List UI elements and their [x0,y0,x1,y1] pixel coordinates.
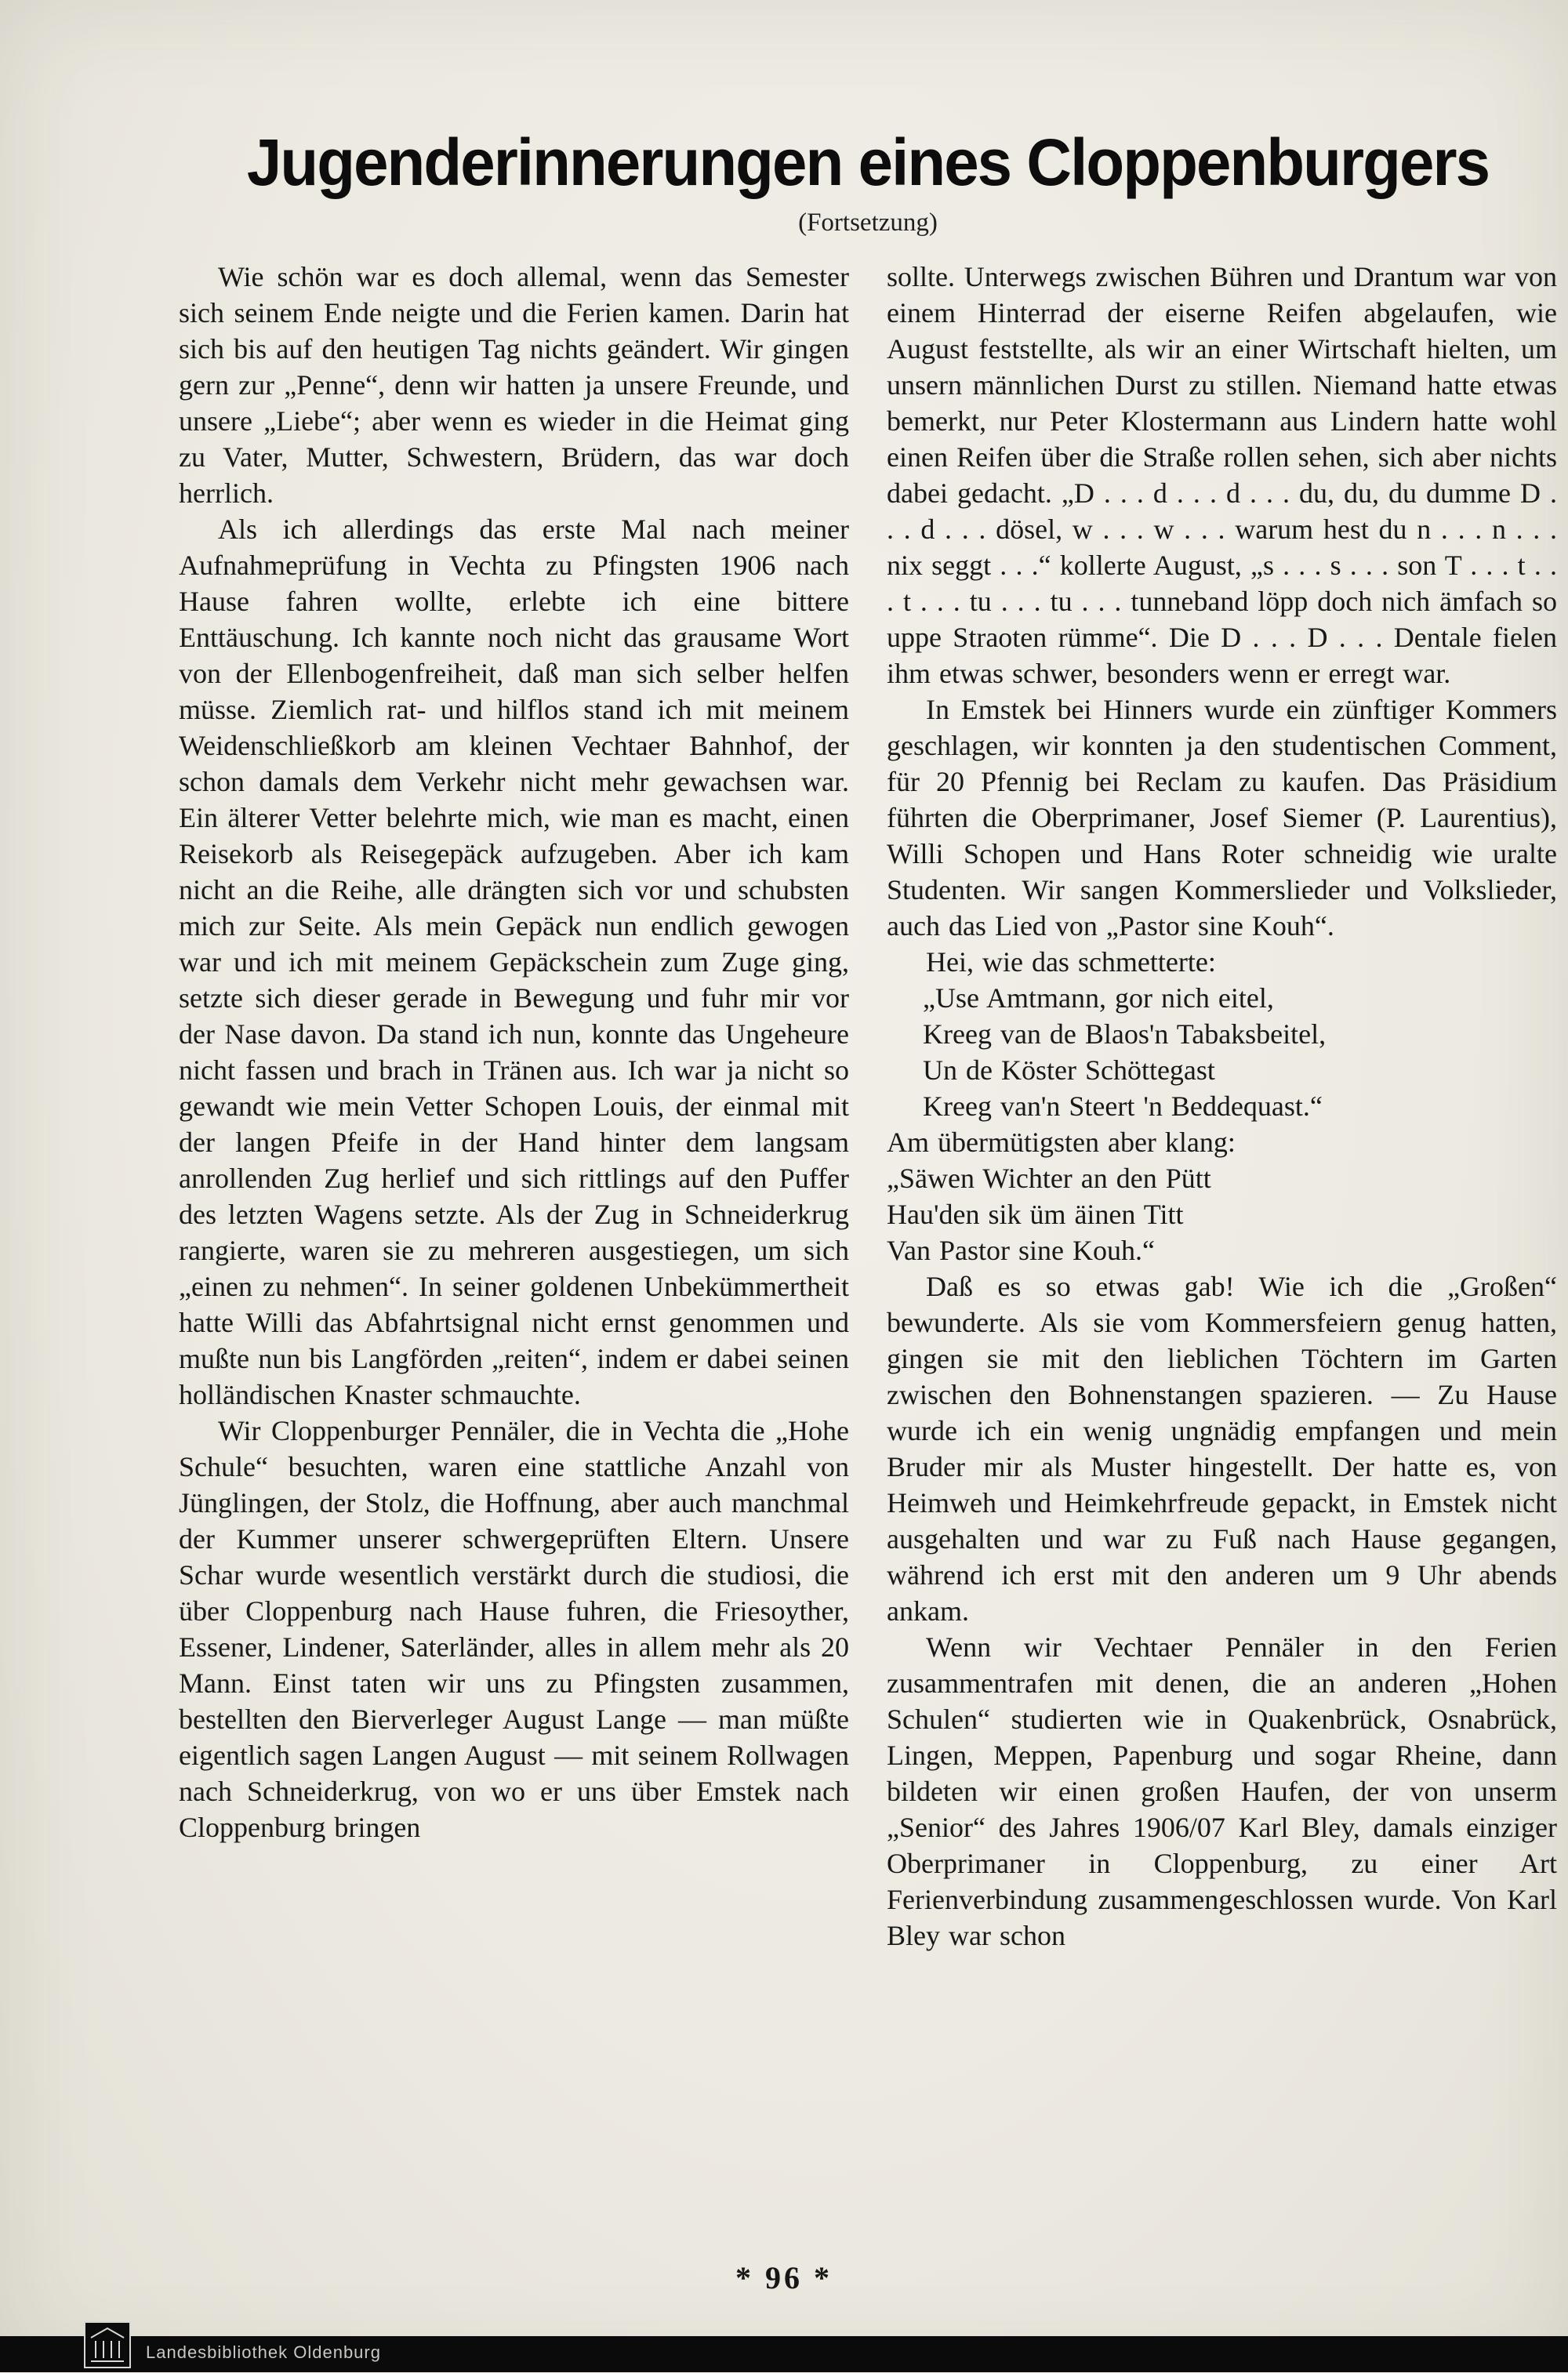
watermark-text: Landesbibliothek Oldenburg [146,2342,381,2362]
verse-line: Un de Köster Schöttegast [923,1054,1215,1086]
page-content [179,124,1557,1954]
song-intro: Hei, wie das schmetterte: [926,946,1216,978]
paragraph: sollte. Unterwegs zwischen Bühren und Drantum war von einem Hinterrad der eiserne Reifen abgelaufen, wie August feststellte, als wir an einer Wirtschaft hielten, um unsern männlichen Durst zu stillen. Niemand hatte etwas bemerkt, nur Peter Klostermann aus Lindern hatte wohl einen Reifen über die Straße rollen sehen, sich aber nichts dabei gedacht. „D . . . d . . . d . . . du, du, du dumme D . . . d . . . dösel, w . . . w . . . warum hest du n . . . n . . . nix seggt . . .“ kollerte August, „s . . . s . . . son T . . . t . . . t . . . tu . . . tu . . . tunneband löpp doch nich ämfach so uppe Straoten rümme“. Die D . . . D . . . Dentale fielen ihm etwas schwer, besonders wenn er erregt war. [887,261,1557,689]
page-number: * 96 * [735,2260,833,2295]
song-verse [887,1160,1557,1268]
left-column [179,259,849,1954]
paragraph: Wir Cloppenburger Pennäler, die in Vechta die „Hohe Schule“ besuchten, waren eine stattliche Anzahl von Jünglingen, der Stolz, die Hoffnung, aber auch manchmal der Kummer unserer schwergeprüften Eltern. Unsere Schar wurde wesentlich verstärkt durch die studiosi, die über Cloppenburg nach Hause fuhren, die Friesoyther, Essener, Lindener, Saterländer, alles in allem mehr als 20 Mann. Einst taten wir uns zu Pfingsten zusammen, bestellten den Bierverleger August Lange — man müßte eigentlich sagen Langen August — mit seinem Rollwagen nach Schneiderkrug, von wo er uns über Emstek nach Cloppenburg bringen [179,1415,849,1843]
song-verse [887,980,1557,1124]
verse-line: „Use Amtmann, gor nich eitel, [923,982,1274,1014]
verse-line: „Säwen Wichter an den Pütt [887,1163,1211,1194]
paragraph: Wie schön war es doch allemal, wenn das Semester sich seinem Ende neigte und die Ferien kamen. Darin hat sich bis auf den heutigen Tag nichts geändert. Wir gingen gern zur „Penne“, denn wir hatten ja unsere Freunde, und unsere „Liebe“; aber wenn es wieder in die Heimat ging zu Vater, Mutter, Schwestern, Brüdern, das war doch herrlich. [179,261,849,509]
verse-line: Van Pastor sine Kouh.“ [887,1235,1155,1266]
scan-footer-bar [0,2336,1568,2372]
paragraph: Daß es so etwas gab! Wie ich die „Großen“ bewunderte. Als sie vom Kommersfeiern genug hatten, gingen sie mit den lieblichen Töchtern im Garten zwischen den Bohnenstangen spazieren. — Zu Hause wurde ich ein wenig ungnädig empfangen und mein Bruder mir als Muster hingestellt. Der hatte es, von Heimweh und Heimkehrfreude gepackt, in Emstek nicht ausgehalten und war zu Fuß nach Hause gegangen, während ich erst mit den anderen um 9 Uhr abends ankam. [887,1271,1557,1627]
article-subtitle: (Fortsetzung) [798,209,938,237]
library-logo-icon [83,2320,132,2369]
two-column-layout [179,259,1557,1954]
right-column [887,259,1557,1954]
verse-line: Kreeg van'n Steert 'n Beddequast.“ [923,1090,1323,1122]
paragraph: Wenn wir Vechtaer Pennäler in den Ferien zusammentrafen mit denen, die an anderen „Hohen Schulen“ studierten wie in Quakenbrück, Osnabrück, Lingen, Meppen, Papenburg und sogar Rheine, dann bildeten wir einen großen Haufen, der von unserm „Senior“ des Jahres 1906/07 Karl Bley, damals einziger Oberprimaner in Cloppenburg, zu einer Art Ferienverbindung zusammengeschlossen wurde. Von Karl Bley war schon [887,1631,1557,1951]
verse-line: Kreeg van de Blaos'n Tabaksbeitel, [923,1018,1327,1050]
verse-line: Hau'den sik üm äinen Titt [887,1199,1184,1230]
paragraph: In Emstek bei Hinners wurde ein zünftiger Kommers geschlagen, wir konnten ja den studentischen Comment, für 20 Pfennig bei Reclam zu kaufen. Das Präsidium führten die Oberprimaner, Josef Siemer (P. Laurentius), Willi Schopen und Hans Roter schneidig wie uralte Studenten. Wir sangen Kommerslieder und Volkslieder, auch das Lied von „Pastor sine Kouh“. [887,694,1557,942]
article-title: Jugenderinnerungen eines Cloppenburgers [246,125,1490,199]
paragraph: Als ich allerdings das erste Mal nach meiner Aufnahmeprüfung in Vechta zu Pfingsten 1906 nach Hause fahren wollte, erlebte ich eine bittere Enttäuschung. Ich kannte noch nicht das grausame Wort von der Ellenbogenfreiheit, daß man sich selber helfen müsse. Ziemlich rat- und hilflos stand ich mit meinem Weidenschließkorb am kleinen Vechtaer Bahnhof, der schon damals dem Verkehr nicht mehr gewachsen war. Ein älterer Vetter belehrte mich, wie man es macht, einen Reisekorb als Reisegepäck aufzugeben. Aber ich kam nicht an die Reihe, alle drängten sich vor und schubsten mich zur Seite. Als mein Gepäck nun endlich gewogen war und ich mit meinem Gepäckschein zum Zuge ging, setzte sich dieser gerade in Bewegung und fuhr mir vor der Nase davon. Da stand ich nun, konnte das Ungeheure nicht fassen und brach in Tränen aus. Ich war ja nicht so gewandt wie mein Vetter Schopen Louis, der einmal mit der langen Pfeife in der Hand hinter dem langsam anrollenden Zug herlief und sich rittlings auf den Puffer des letzten Wagens setzte. Als der Zug in Schneiderkrug rangierte, waren sie zu mehreren ausgestiegen, um sich „einen zu nehmen“. In seiner goldenen Unbekümmertheit hatte Willi das Abfahrtsignal nicht ernst genommen und mußte nun bis Langförden „reiten“, indem er dabei seinen holländischen Knaster schmauchte. [179,513,849,1410]
song-intro: Am übermütigsten aber klang: [887,1127,1236,1158]
